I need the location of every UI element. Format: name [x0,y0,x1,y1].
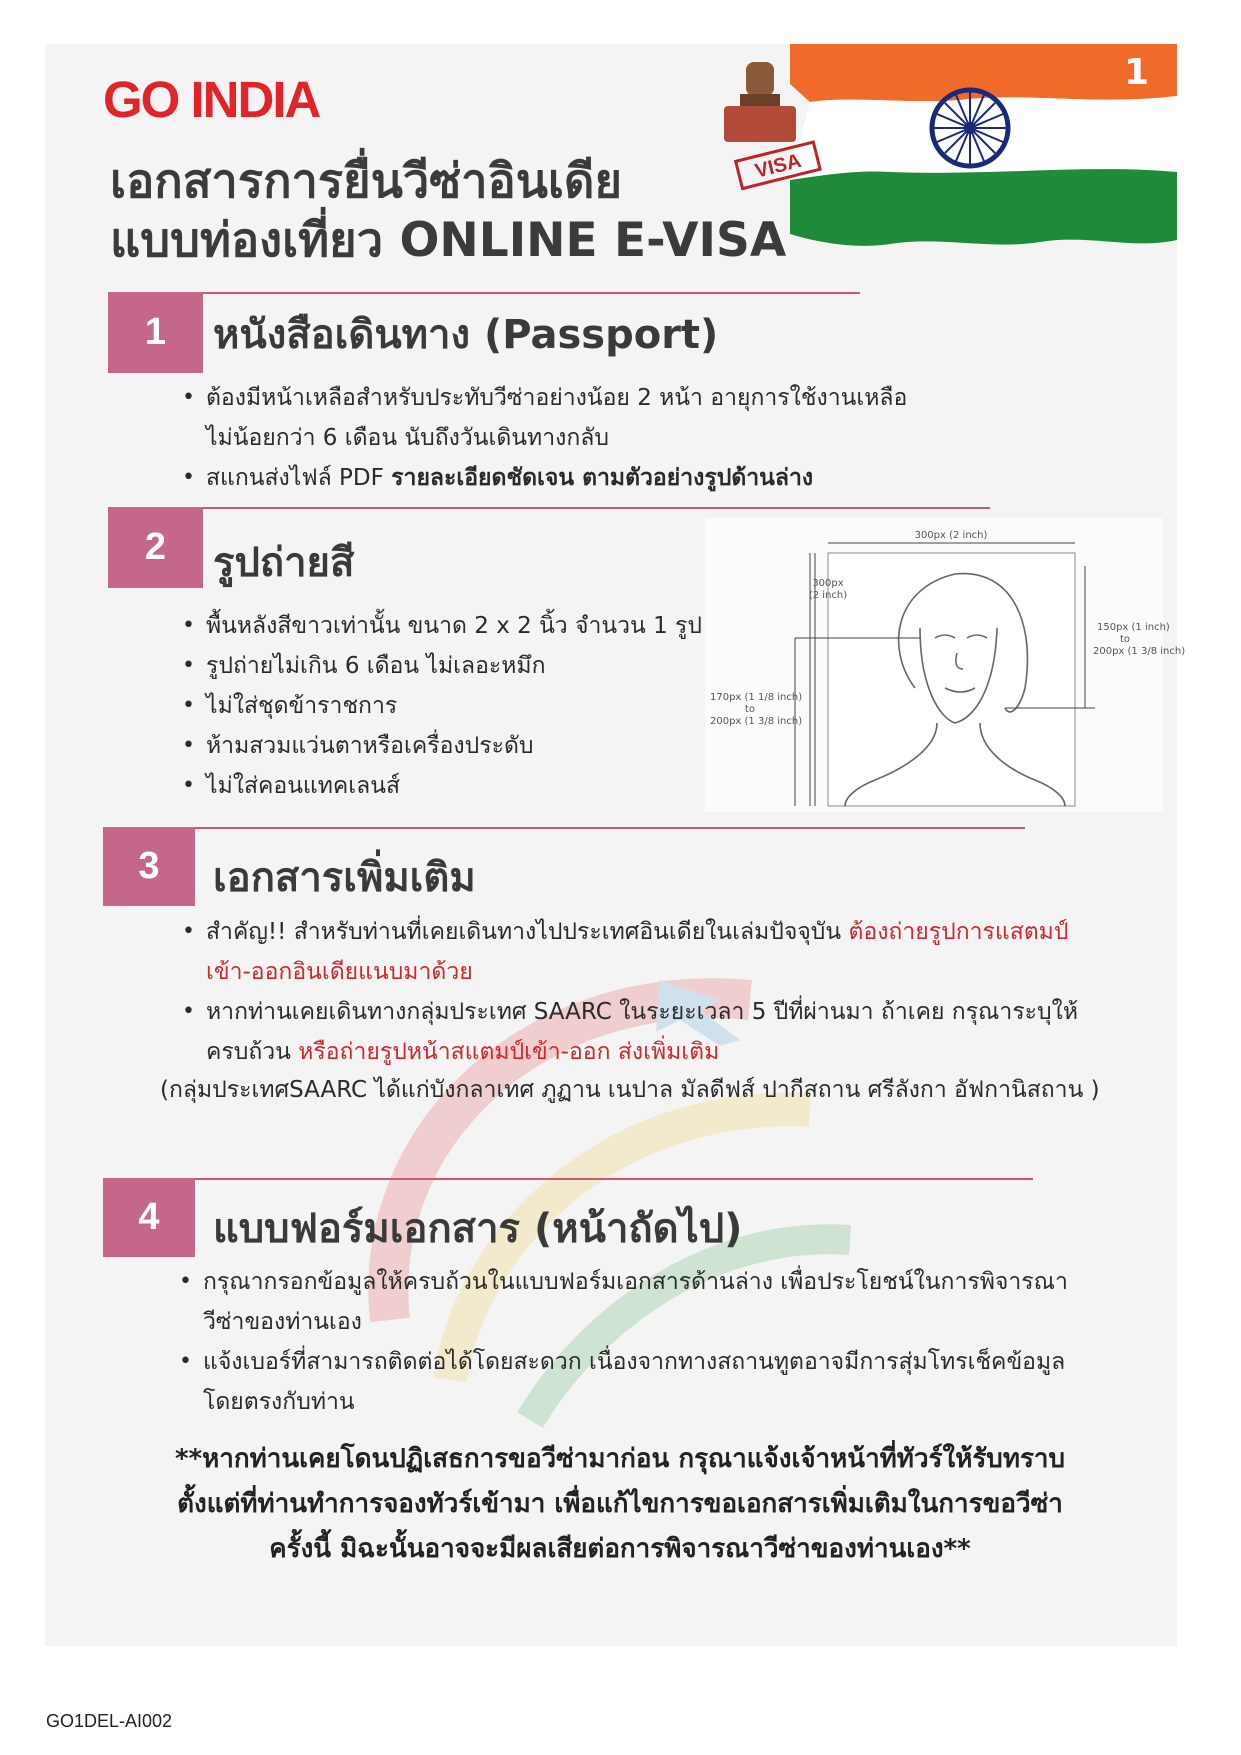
section-1-list [178,378,978,498]
list-item: • สำคัญ!! สำหรับท่านที่เคยเดินทางไปประเทศอินเดียในเล่มปัจจุบัน ต้องถ่ายรูปการแสตมป์ เข้า-ออกอินเดียแนบมาด้วย [178,912,1158,992]
list-item: • แจ้งเบอร์ที่สามารถติดต่อได้โดยสะดวก เนื่องจากทางสถานทูตอาจมีการสุ่มโทรเช็คข้อมูล โดยตรงกับท่าน [175,1342,1155,1422]
section-2-title: รูปถ่ายสี [213,540,355,586]
list-item: • ไม่ใส่คอนแทคเลนส์ [178,766,718,806]
section-3-list [178,912,1158,1072]
list-item: • สแกนส่งไฟล์ PDF รายละเอียดชัดเจน ตามตัวอย่างรูปด้านล่าง [178,458,978,498]
eye-height-label-3: 200px (1 3/8 inch) [710,716,803,727]
stamp-text: VISA [752,149,804,183]
section-2-divider [108,507,990,509]
head-size-label-2: to [1119,634,1131,645]
photo-height-label-2: (2 inch) [808,590,848,601]
flag-icon [790,44,1177,276]
eye-height-label-2: to [744,704,756,715]
flag-page-number: 1 [1123,52,1149,93]
section-2-list [178,606,718,806]
photo-height-label-1: 300px [812,578,844,589]
section-4-title: แบบฟอร์มเอกสาร (หน้าถัดไป) [213,1206,743,1252]
document-code: GO1DEL-AI002 [46,1711,173,1731]
warning-line-2: ตั้งแต่ที่ท่านทำการจองทัวร์เข้ามา เพื่อแก้ไขการขอเอกสารเพิ่มเติมในการขอวีซ่า [177,1489,1063,1519]
brand-logo: GO INDIA [103,71,320,128]
section-2-number: 2 [108,507,203,588]
section-3-divider [103,827,1025,829]
head-size-label-3: 200px (1 3/8 inch) [1093,646,1186,657]
section-3-title: เอกสารเพิ่มเติม [213,855,476,901]
head-size-label-1: 150px (1 inch) [1097,622,1170,633]
section-1-number: 1 [108,292,203,373]
list-item: • กรุณากรอกข้อมูลให้ครบถ้วนในแบบฟอร์มเอกสารด้านล่าง เพื่อประโยชน์ในการพิจารณา วีซ่าของท่านเอง [175,1262,1155,1342]
india-flag-graphic [790,44,1177,276]
list-item: • รูปถ่ายไม่เกิน 6 เดือน ไม่เลอะหมึก [178,646,718,686]
list-item: • หากท่านเคยเดินทางกลุ่มประเทศ SAARC ในระยะเวลา 5 ปีที่ผ่านมา ถ้าเคย กรุณาระบุให้ ครบถ้วน หรือถ่ายรูปหน้าสแตมป์เข้า-ออก ส่งเพิ่มเติม [178,992,1158,1072]
title-line-2: แบบท่องเที่ยว ONLINE E-VISA [110,213,787,268]
photo-width-label: 300px (2 inch) [914,530,988,541]
list-item: • ไม่ใส่ชุดข้าราชการ [178,686,718,726]
visa-stamp-icon [700,56,830,186]
eye-height-label-1: 170px (1 1/8 inch) [710,692,803,703]
rejection-warning [90,1437,1150,1572]
section-4-divider [103,1178,1033,1180]
list-item: • ห้ามสวมแว่นตาหรือเครื่องประดับ [178,726,718,766]
warning-line-3: ครั้งนี้ มิฉะนั้นอาจจะมีผลเสียต่อการพิจารณาวีซ่าของท่านเอง** [269,1534,971,1564]
section-1-divider [108,292,860,294]
section-4-list [175,1262,1155,1422]
list-item: • ต้องมีหน้าเหลือสำหรับประทับวีซ่าอย่างน้อย 2 หน้า อายุการใช้งานเหลือ ไม่น้อยกว่า 6 เดือน นับถึงวันเดินทางกลับ [178,378,978,458]
title-line-1: เอกสารการยื่นวีซ่าอินเดีย [110,154,622,209]
section-1-title: หนังสือเดินทาง (Passport) [213,312,719,358]
list-item: • พื้นหลังสีขาวเท่านั้น ขนาด 2 x 2 นิ้ว จำนวน 1 รูป [178,606,718,646]
section-4-number: 4 [103,1178,195,1257]
saarc-note: (กลุ่มประเทศSAARC ได้แก่บังกลาเทศ ภูฏาน เนปาล มัลดีฟส์ ปากีสถาน ศรีลังกา อัฟกานิสถาน ) [160,1077,1100,1103]
passport-photo-spec [705,518,1186,812]
section-3-number: 3 [103,827,195,906]
warning-line-1: **หากท่านเคยโดนปฏิเสธการขอวีซ่ามาก่อน กรุณาแจ้งเจ้าหน้าที่ทัวร์ให้รับทราบ [174,1444,1066,1474]
